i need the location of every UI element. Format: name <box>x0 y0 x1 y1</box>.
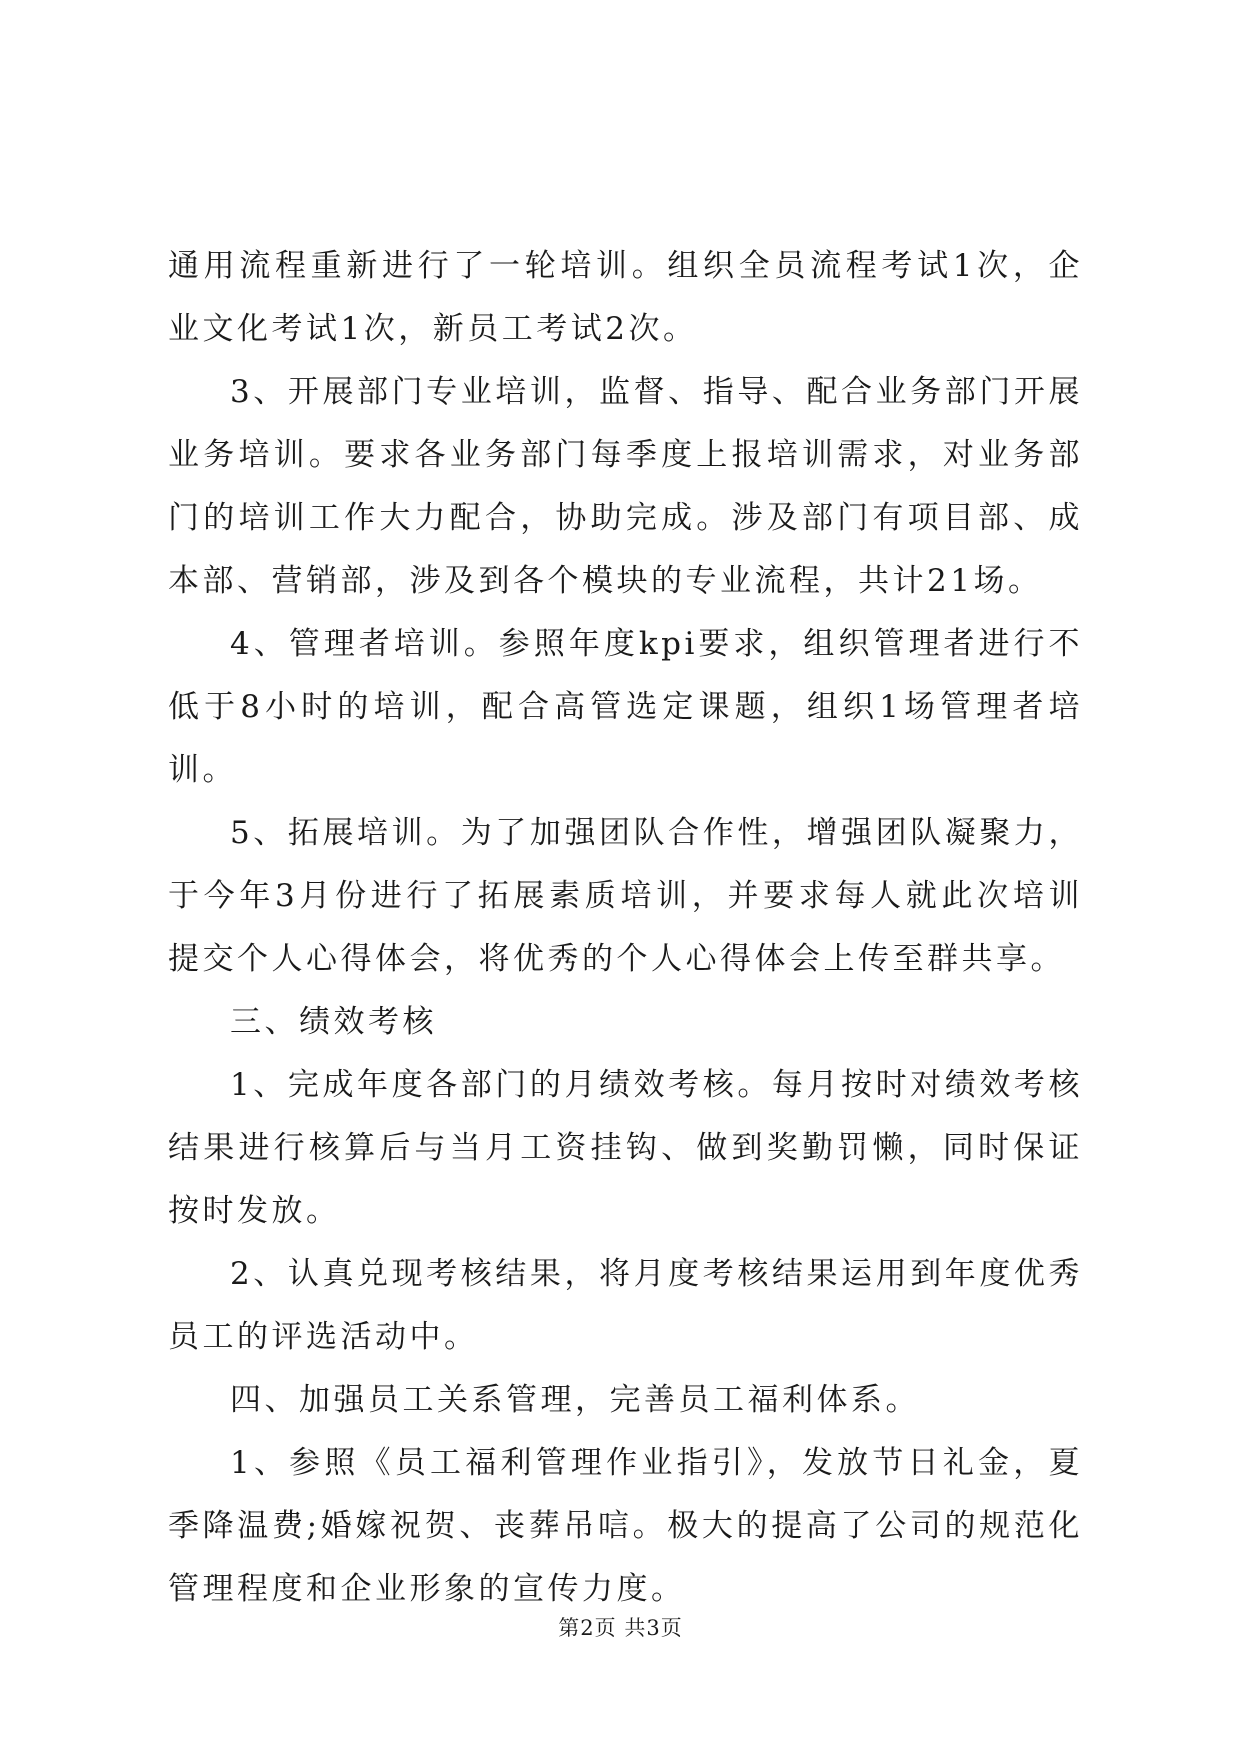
paragraph: 4、管理者培训。参照年度kpi要求，组织管理者进行不低于8小时的培训，配合高管选定课题，组织1场管理者培训。 <box>168 626 1083 788</box>
paragraph: 3、开展部门专业培训，监督、指导、配合业务部门开展业务培训。要求各业务部门每季度上报培训需求，对业务部门的培训工作大力配合，协助完成。涉及部门有项目部、成本部、营销部，涉及到各个模块的专业流程，共计21场。 <box>168 374 1083 599</box>
section-heading: 四、加强员工关系管理，完善员工福利体系。 <box>230 1382 920 1418</box>
paragraph: 1、完成年度各部门的月绩效考核。每月按时对绩效考核结果进行核算后与当月工资挂钩、做到奖勤罚懒，同时保证按时发放。 <box>168 1067 1083 1229</box>
page-footer: 第2页 共3页 <box>558 1616 683 1640</box>
paragraph: 5、拓展培训。为了加强团队合作性，增强团队凝聚力，于今年3月份进行了拓展素质培训，并要求每人就此次培训提交个人心得体会，将优秀的个人心得体会上传至群共享。 <box>168 815 1083 977</box>
paragraph: 通用流程重新进行了一轮培训。组织全员流程考试1次，企业文化考试1次，新员工考试2次。 <box>168 248 1083 347</box>
paragraph: 1、参照《员工福利管理作业指引》，发放节日礼金，夏季降温费;婚嫁祝贺、丧葬吊唁。极大的提高了公司的规范化管理程度和企业形象的宣传力度。 <box>168 1445 1083 1607</box>
paragraph: 2、认真兑现考核结果，将月度考核结果运用到年度优秀员工的评选活动中。 <box>168 1256 1083 1355</box>
section-heading: 三、绩效考核 <box>230 1004 437 1040</box>
document-body <box>168 235 1083 1621</box>
